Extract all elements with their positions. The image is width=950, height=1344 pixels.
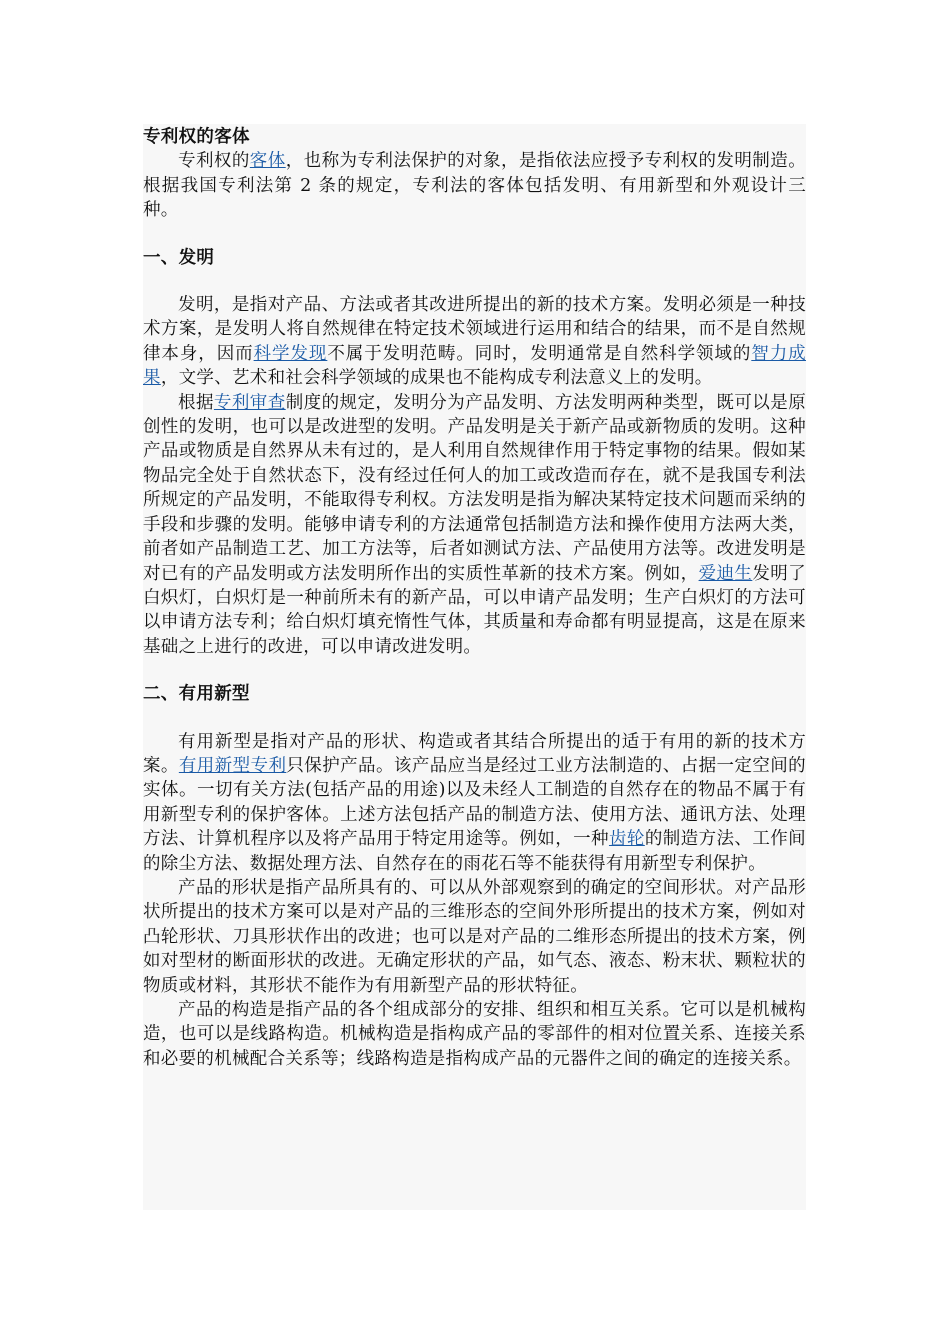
- text-run: 只保护产品。该产品应当是经过工业方法制造的、占据一定空间的实体。一切有关方法(包括产品的用途)以及未经人工制造的自然存在的物品不属于有用新型专利的保护客体。上述方法包括产品的制造方法、使用方法、通讯方法、处理方法、计算机程序以及将产品用于特定用途等。例如，一种: [143, 755, 806, 850]
- text-run: 发明了白炽灯，白炽灯是一种前所未有的新产品，可以申请产品发明；生产白炽灯的方法可以申请方法专利；给白炽灯填充惰性气体，其质量和寿命都有明显提高，这是在原来基础之上进行的改进，可以申请改进发明。: [143, 563, 806, 657]
- section-heading-invention: 一、发明: [143, 247, 215, 268]
- utility-paragraph-1: [143, 730, 806, 876]
- utility-paragraph-3: 产品的构造是指产品的各个组成部分的安排、组织和相互关系。它可以是机械构造，也可以是线路构造。机械构造是指构成产品的零部件的相对位置关系、连接关系和必要的机械配合关系等；线路构造是指构成产品的元器件之间的确定的连接关系。: [143, 1000, 806, 1069]
- text-run: 的制造方法、工作间的除尘方法、数据处理方法、自然存在的雨花石等不能获得有用新型专利保护。: [143, 829, 806, 874]
- text-run: ，也称为专利法保护的对象，是指依法应授予专利权的发明制造。根据我国专利法第 2 条的规定，专利法的客体包括发明、有用新型和外观设计三种。: [143, 151, 807, 221]
- link-patent-examination[interactable]: 专利审查: [213, 392, 286, 413]
- text-run: ，文学、艺术和社会科学领域的成果也不能构成专利法意义上的发明。: [160, 368, 713, 389]
- link-intellectual-achievement[interactable]: 智力成果: [143, 343, 806, 389]
- section-heading-utility-model: 二、有用新型: [143, 684, 250, 705]
- intro-paragraph: [143, 149, 806, 222]
- text-run: 根据: [178, 392, 214, 413]
- text-run: 专利权的: [178, 151, 250, 172]
- spacer: [143, 659, 806, 682]
- text-run: 不属于发明范畴。同时，发明通常是自然科学领域的: [327, 343, 752, 364]
- link-scientific-discovery[interactable]: 科学发现: [253, 343, 328, 364]
- text-run: 有用新型是指对产品的形状、构造或者其结合所提出的适于有用的新的技术方案。: [143, 731, 806, 776]
- link-keti[interactable]: 客体: [249, 151, 286, 172]
- article-body: [143, 124, 806, 1210]
- spacer: [143, 270, 806, 293]
- utility-paragraph-2: 产品的形状是指产品所具有的、可以从外部观察到的确定的空间形状。对产品形状所提出的技术方案可以是对产品的三维形态的空间外形所提出的技术方案，例如对凸轮形状、刀具形状作出的改进；也可以是对产品的二维形态所提出的技术方案，例如对型材的断面形状的改进。无确定形状的产品，如气态、液态、粉末状、颗粒状的物质或材料，其形状不能作为有用新型产品的形状特征。: [143, 877, 806, 996]
- text-run: 发明，是指对产品、方法或者其改进所提出的新的技术方案。发明必须是一种技术方案，是发明人将自然规律在特定技术领域进行运用和结合的结果，而不是自然规律本身，因而: [143, 295, 806, 364]
- invention-paragraph-1: [143, 293, 806, 391]
- link-utility-model-patent[interactable]: 有用新型专利: [178, 755, 287, 776]
- spacer: [143, 707, 806, 730]
- link-gear[interactable]: 齿轮: [608, 829, 645, 850]
- invention-paragraph-2: [143, 391, 806, 659]
- link-edison[interactable]: 爱迪生: [698, 563, 753, 584]
- spacer: [143, 223, 806, 246]
- text-run: 制度的规定，发明分为产品发明、方法发明两种类型，既可以是原创性的发明，也可以是改进型的发明。产品发明是关于新产品或新物质的发明。这种产品或物质是自然界从未有过的，是人利用自然规律作用于特定事物的结果。假如某物品完全处于自然状态下，没有经过任何人的加工或改造而存在，就不是我国专利法所规定的产品发明，不能取得专利权。方法发明是指为解决某特定技术问题而采纳的手段和步骤的发明。能够申请专利的方法通常包括制造方法和操作使用方法两大类，前者如产品制造工艺、加工方法等，后者如测试方法、产品使用方法等。改进发明是对已有的产品发明或方法发明所作出的实质性革新的技术方案。例如，: [143, 392, 807, 584]
- article-title: 专利权的客体: [143, 127, 250, 147]
